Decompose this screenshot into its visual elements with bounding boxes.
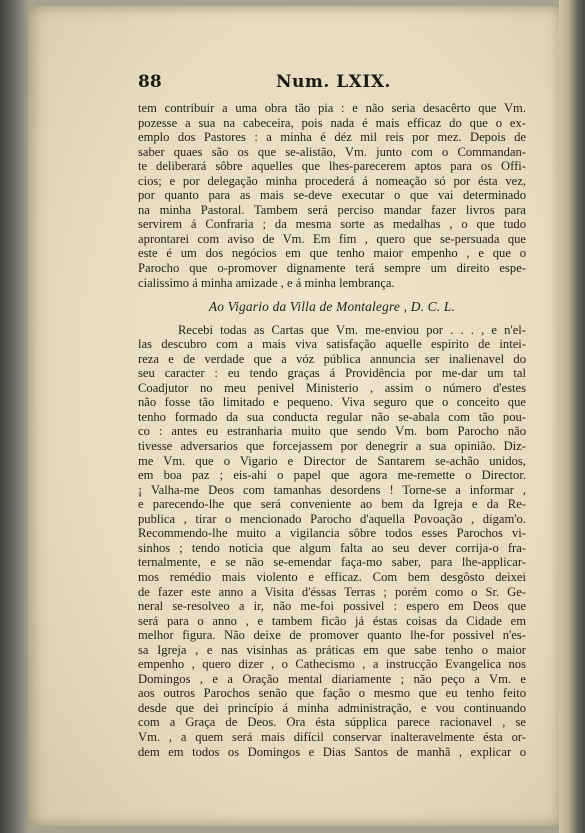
text-line: ¡ Valha-me Deos com tamanhas desordens ! Torne-se a informar , bbox=[138, 482, 526, 497]
letter-body bbox=[138, 323, 526, 759]
text-line: desde que dei princípio á minha administração, e vou continuando bbox=[138, 700, 526, 715]
text-line: dem em todos os Domingos e Dias Santos de manhã , explicar o bbox=[138, 744, 526, 759]
page-header bbox=[136, 70, 523, 96]
text-line: Vm. , a quem será mais difícil conservar inalteravelmente ésta or- bbox=[138, 729, 526, 744]
text-line: empenho , quero dizer , o Cathecismo , a instrucção Evangelica nos bbox=[138, 657, 526, 672]
text-line: não fosse tão limitado e pequeno. Viva seguro que o conceito que bbox=[138, 395, 526, 410]
text-line: sa Igreja , e nas visinhas as práticas em que sabe tenho o maior bbox=[138, 642, 526, 657]
text-line: por quanto para as mais se-deve executar o que vai determinado bbox=[138, 188, 526, 203]
running-head: Num. LXIX. bbox=[276, 72, 391, 92]
text-line: las descubro com a mais viva satisfação aquelle espirito de intei- bbox=[138, 337, 526, 352]
body-text bbox=[138, 101, 526, 759]
paragraph-continuation bbox=[138, 101, 526, 290]
text-line: na minha Pastoral. Tambem será perciso mandar fazer livros para bbox=[138, 202, 526, 217]
text-line: Domingos , e a Oração mental diariamente ; não peço a Vm. e bbox=[138, 671, 526, 686]
text-line: pozesse a sua na cabeceira, pois nada é mais efficaz do que o ex- bbox=[138, 115, 526, 130]
text-line: emplo dos Pastores : a minha é déz mil reis por mez. Depois de bbox=[138, 130, 526, 145]
text-line: seu caracter : eu tendo graças á Providência por me-dar um tal bbox=[138, 366, 526, 381]
text-line: te deliberará sôbre aquelles que lhes-parecerem aptos para os Offi- bbox=[138, 159, 526, 174]
letter-heading: Ao Vigario da Villa de Montalegre , D. C. L. bbox=[208, 299, 456, 315]
text-line: tivesse adversarios que forcejassem por denegrir a sua opinião. Diz- bbox=[138, 439, 526, 454]
text-line: publica , tirar o mencionado Parocho d'aquella Povoação , digam'o. bbox=[138, 511, 526, 526]
text-line: este é um dos negócios em que tenho maior empenho , e que o bbox=[138, 246, 526, 261]
text-line: saber quaes são os que se-alistão, Vm. junto com o Commandan- bbox=[138, 144, 526, 159]
page-edge bbox=[559, 0, 585, 833]
text-line: ternalmente, e se não se-emendar faça-mo saber, para lhe-applicar- bbox=[138, 555, 526, 570]
text-line: tem contribuir a uma obra tão pia : e não seria desacêrto que Vm. bbox=[138, 101, 526, 115]
text-line: de fazer este anno a Visita d'éssas Terras ; porém como o Sr. Ge- bbox=[138, 584, 526, 599]
text-line: servirem á Confraria ; da mesma sorte as medalhas , o que tudo bbox=[138, 217, 526, 232]
text-line: Recommendo-lhe muito a vigilancia sôbre todos esses Parochos vi- bbox=[138, 526, 526, 541]
text-line: cios; e por delegação minha procederá á nomeação só por ésta vez, bbox=[138, 173, 526, 188]
text-line: Parocho que o-promover dignamente terá sempre um direito espe- bbox=[138, 261, 526, 276]
text-line: sinhos ; tendo noticia que algum falta ao seu dever corrija-o fra- bbox=[138, 540, 526, 555]
text-line: aprontarei com aviso de Vm. Em fim , quero que se-persuada que bbox=[138, 231, 526, 246]
text-line: cialissimo á minha amizade , e á minha lembrança. bbox=[138, 275, 395, 290]
text-line: melhor figura. Não deixe de promover quanto lhe-for possivel n'es- bbox=[138, 628, 526, 643]
text-line: com a Graça de Deos. Ora ésta súpplica parece racionavel , se bbox=[138, 715, 526, 730]
text-line: em boa paz ; eis-ahi o papel que agora me-remette o Director. bbox=[138, 468, 526, 483]
text-line: mos remédio mais violento e efficaz. Com bem desgôsto deixei bbox=[138, 569, 526, 584]
text-line: neral se-resolveo a ir, não me-foi possivel : espero em Deos que bbox=[138, 599, 526, 614]
text-line: reza e de verdade que a vóz pública annuncia ser inalienavel do bbox=[138, 351, 526, 366]
text-line: me Vm. que o Vigario e Director de Santarem se-achão unidos, bbox=[138, 453, 526, 468]
text-line: será para o anno , e tambem ficão já éstas coisas da Cidade em bbox=[138, 613, 526, 628]
text-line: Recebi todas as Cartas que Vm. me-enviou por . . . , e n'el- bbox=[178, 322, 526, 337]
text-line: tenho formado da sua conducta regular não se-abala com tão pou- bbox=[138, 409, 526, 424]
text-line: aos outros Parochos senão que fação o mesmo que eu tenho feito bbox=[138, 686, 526, 701]
text-line: co : antes eu estranharia muito que sendo Vm. bom Parocho não bbox=[138, 424, 526, 439]
page-number: 88 bbox=[138, 72, 162, 92]
text-line: Coadjutor no meu penivel Ministerio , assim o número d'estes bbox=[138, 380, 526, 395]
text-line: e parecendo-lhe que será conveniente ao bem da Igreja e da Re- bbox=[138, 497, 526, 512]
